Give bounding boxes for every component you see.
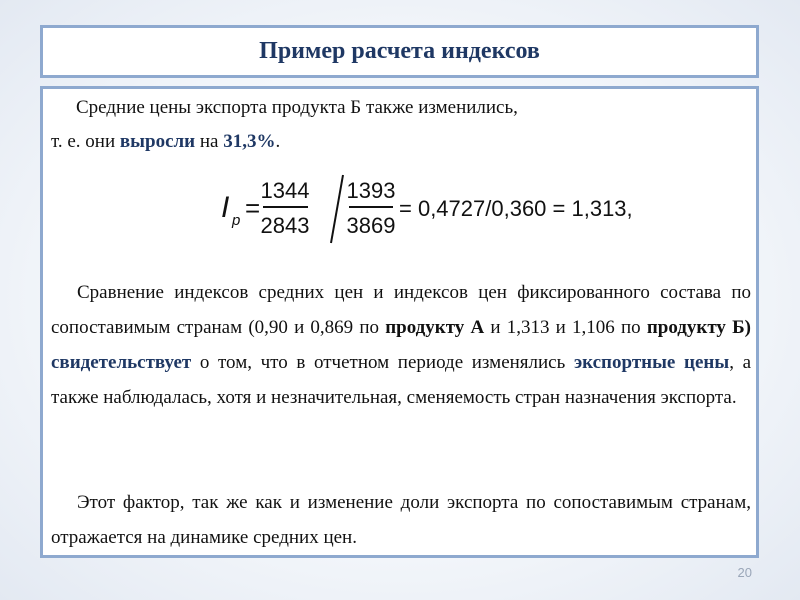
- formula-numerator-1: 1344: [260, 178, 310, 203]
- formula-symbol: I: [221, 191, 230, 224]
- formula-denominator-2: 3869: [346, 213, 396, 238]
- conclusion-text: Этот фактор, так же как и изменение доли экспорта по сопоставимым странам, отражается на динамике средних цен.: [51, 492, 751, 548]
- growth-line-post: .: [275, 131, 281, 152]
- price-index-formula: [213, 171, 633, 251]
- comparison-text-2: и 1,313 и 1,106 по: [484, 317, 647, 338]
- evidence-word: свидетельствует: [51, 352, 192, 373]
- formula-denominator-1: 2843: [260, 213, 310, 238]
- growth-line-pre: т. е. они: [51, 131, 120, 152]
- formula-result: = 0,4727/0,360 = 1,313,: [399, 196, 633, 221]
- formula-numerator-2: 1393: [346, 178, 396, 203]
- intro-line: Средние цены экспорта продукта Б также изменились,: [76, 97, 518, 118]
- title-box: [40, 25, 759, 78]
- comparison-text-1: Сравнение индексов средних цен и индексов цен фиксированного состава по сопоставимым странам (0,90 и 0,869 по: [51, 282, 751, 338]
- product-a-label: продукту А: [385, 317, 485, 338]
- formula-equals: =: [245, 193, 261, 223]
- growth-word: выросли: [119, 131, 196, 152]
- growth-line: [51, 131, 280, 153]
- comparison-text-3: о том, что в отчетном периоде изменялись: [191, 352, 574, 373]
- comparison-paragraph: [51, 275, 751, 415]
- slide-title: Пример расчета индексов: [259, 38, 540, 64]
- growth-line-mid: на: [195, 131, 224, 152]
- conclusion-paragraph: [51, 485, 751, 555]
- formula-subscript: p: [232, 212, 241, 229]
- content-box: [40, 86, 759, 558]
- product-b-label: продукту Б): [646, 317, 751, 338]
- division-slash: [331, 175, 343, 243]
- growth-percent: 31,3%: [223, 131, 276, 152]
- export-prices-term: экспортные цены: [573, 352, 730, 373]
- page-number: 20: [737, 565, 752, 580]
- comparison-text-4: , а также наблюдалась, хотя и незначительная, сменяемость стран назначения экспорта.: [51, 352, 752, 408]
